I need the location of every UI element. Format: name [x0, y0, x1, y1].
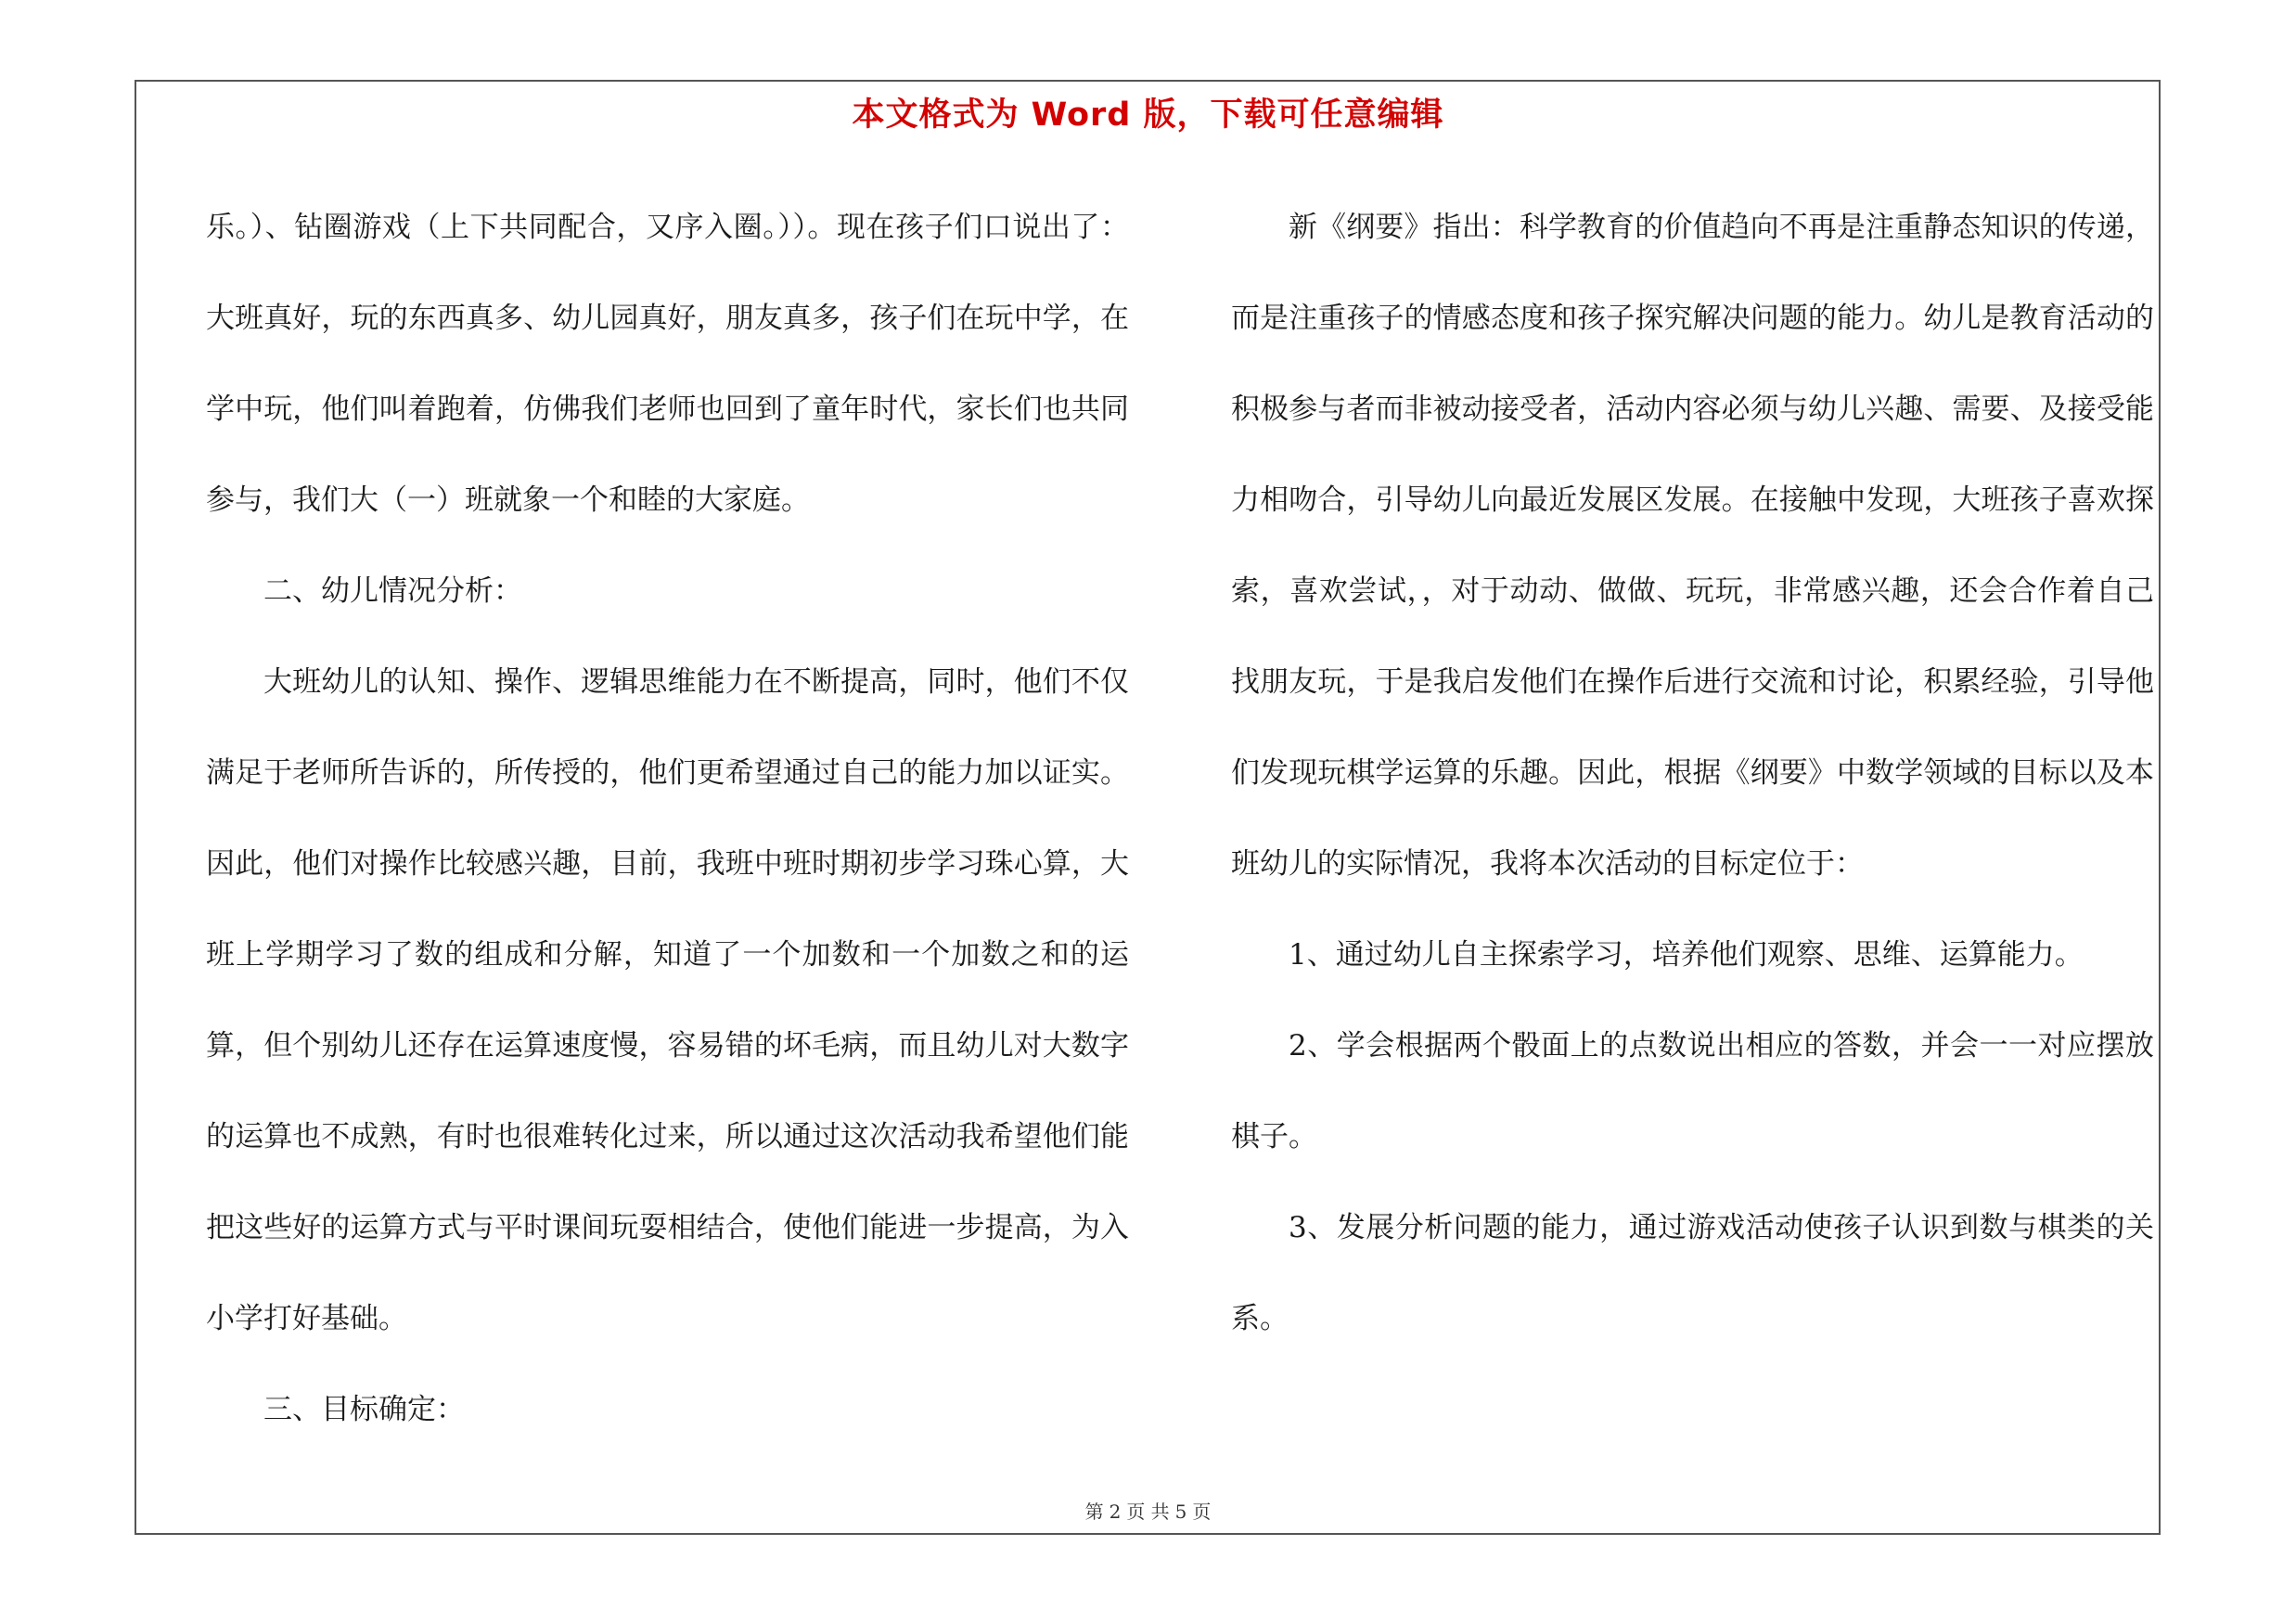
page-number-footer [0, 1497, 2296, 1524]
section-heading-child-analysis: 二、幼儿情况分析： [263, 574, 522, 608]
right-column [1231, 182, 2154, 1364]
footer-current-page: 2 [1109, 1501, 1122, 1523]
left-column [206, 182, 1129, 1455]
footer-prefix: 第 [1084, 1501, 1104, 1523]
section-heading-goals: 三、目标确定： [263, 1393, 465, 1426]
footer-middle: 页 共 [1126, 1501, 1170, 1523]
footer-total-pages: 5 [1174, 1501, 1187, 1523]
paragraph-guideline: 新《纲要》指出：科学教育的价值趋向不再是注重静态知识的传递，而是注重孩子的情感态度和孩子探究解决问题的能力。幼儿是教育活动的积极参与者而非被动接受者，活动内容必须与幼儿兴趣、需要、及接受能力相吻合，引导幼儿向最近发展区发展。在接触中发现，大班孩子喜欢探索，喜欢尝试，，对于动动、做做、玩玩，非常感兴趣，还会合作着自己找朋友玩，于是我启发他们在操作后进行交流和讨论，积累经验，引导他们发现玩棋学运算的乐趣。因此，根据《纲要》中数学领域的目标以及本班幼儿的实际情况，我将本次活动的目标定位于： [1231, 211, 2154, 881]
document-banner: 本文格式为 Word 版，下载可任意编辑 [852, 97, 1444, 134]
paragraph-continuation: 乐。）、钻圈游戏（上下共同配合，又序入圈。））。现在孩子们口说出了：大班真好，玩的东西真多、幼儿园真好，朋友真多，孩子们在玩中学，在学中玩，他们叫着跑着，仿佛我们老师也回到了童年时代，家长们也共同参与，我们大（一）班就象一个和睦的大家庭。 [206, 211, 1129, 517]
goal-item-1: 1、通过幼儿自主探索学习，培养他们观察、思维、运算能力。 [1289, 938, 2084, 972]
paragraph-child-analysis: 大班幼儿的认知、操作、逻辑思维能力在不断提高，同时，他们不仅满足于老师所告诉的，所传授的，他们更希望通过自己的能力加以证实。因此，他们对操作比较感兴趣，目前，我班中班时期初步学习珠心算，大班上学期学习了数的组成和分解，知道了一个加数和一个加数之和的运算，但个别幼儿还存在运算速度慢，容易错的坏毛病，而且幼儿对大数字的运算也不成熟，有时也很难转化过来，所以通过这次活动我希望他们能把这些好的运算方式与平时课间玩耍相结合，使他们能进一步提高，为入小学打好基础。 [206, 665, 1129, 1335]
footer-suffix: 页 [1192, 1501, 1212, 1523]
goal-item-3: 3、发展分析问题的能力，通过游戏活动使孩子认识到数与棋类的关系。 [1231, 1211, 2154, 1335]
goal-item-2: 2、学会根据两个骰面上的点数说出相应的答数，并会一一对应摆放棋子。 [1231, 1029, 2154, 1153]
